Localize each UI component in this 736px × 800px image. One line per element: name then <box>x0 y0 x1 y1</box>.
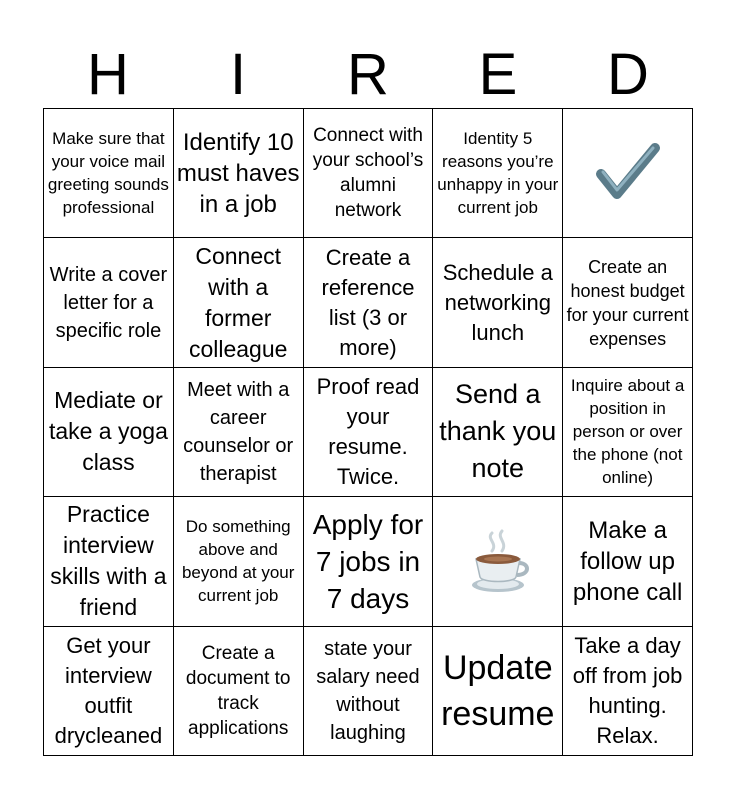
cell-text: Connect with a former colleague <box>188 242 288 362</box>
cell-text: Update resume <box>441 648 555 733</box>
heavy-check-mark-icon <box>593 138 663 208</box>
cell-text: Schedule a networking lunch <box>442 259 553 345</box>
bingo-cell[interactable] <box>563 497 693 626</box>
title-letter-d: D <box>607 42 649 107</box>
cell-text: Get your interview outfit drycleaned <box>54 632 163 748</box>
cell-text: Mediate or take a yoga class <box>48 387 168 476</box>
bingo-cell[interactable] <box>304 238 434 367</box>
cell-text: Make sure that your voice mail greeting sounds professional <box>47 129 169 218</box>
bingo-cell[interactable] <box>44 497 174 626</box>
title-letter-h: H <box>87 42 129 107</box>
cell-text: Meet with a career counselor or therapist <box>183 378 294 485</box>
cell-text: state your salary need without laughing <box>316 637 420 744</box>
cell-text: Take a day off from job hunting. Relax. <box>572 632 683 748</box>
title-letter-i: I <box>229 42 247 107</box>
cell-text: Write a cover letter for a specific role <box>49 263 168 342</box>
bingo-cell[interactable] <box>433 109 563 238</box>
cell-text: Do something above and beyond at your current job <box>181 517 295 606</box>
cell-text: Proof read your resume. Twice. <box>316 373 420 489</box>
cell-text: Send a thank you note <box>439 379 557 484</box>
bingo-board <box>43 108 693 756</box>
cell-text: Apply for 7 jobs in 7 days <box>312 508 424 614</box>
bingo-cell[interactable] <box>433 238 563 367</box>
cell-text: Identify 10 must haves in a job <box>176 128 300 218</box>
bingo-cell[interactable] <box>563 238 693 367</box>
bingo-cell[interactable] <box>44 109 174 238</box>
bingo-cell[interactable] <box>433 627 563 756</box>
bingo-cell[interactable] <box>174 497 304 626</box>
bingo-cell[interactable] <box>44 368 174 497</box>
bingo-cell[interactable] <box>44 238 174 367</box>
bingo-cell-coffee[interactable] <box>433 497 563 626</box>
title-letter-r: R <box>347 42 389 107</box>
cell-text: Connect with your school’s alumni network <box>312 125 424 222</box>
hot-beverage-icon <box>462 525 534 597</box>
bingo-cell[interactable] <box>433 368 563 497</box>
bingo-title <box>43 42 693 108</box>
bingo-cell[interactable] <box>174 627 304 756</box>
bingo-cell[interactable] <box>174 368 304 497</box>
bingo-cell[interactable] <box>563 627 693 756</box>
cell-text: Make a follow up phone call <box>572 516 683 606</box>
cell-text: Create a document to track applications <box>185 642 291 739</box>
bingo-cell-checkmark[interactable] <box>563 109 693 238</box>
bingo-cell[interactable] <box>304 109 434 238</box>
bingo-cell[interactable] <box>304 368 434 497</box>
cell-text: Inquire about a position in person or over the phone (not online) <box>570 376 685 488</box>
bingo-cell[interactable] <box>304 497 434 626</box>
cell-text: Create a reference list (3 or more) <box>321 244 415 360</box>
title-letter-e: E <box>478 42 518 107</box>
bingo-cell[interactable] <box>174 238 304 367</box>
cell-text: Create an honest budget for your current expenses <box>566 256 689 349</box>
bingo-cell[interactable] <box>174 109 304 238</box>
bingo-cell[interactable] <box>563 368 693 497</box>
bingo-cell[interactable] <box>44 627 174 756</box>
cell-text: Identity 5 reasons you’re unhappy in your current job <box>437 129 559 218</box>
bingo-cell[interactable] <box>304 627 434 756</box>
cell-text: Practice interview skills with a friend <box>50 501 167 621</box>
